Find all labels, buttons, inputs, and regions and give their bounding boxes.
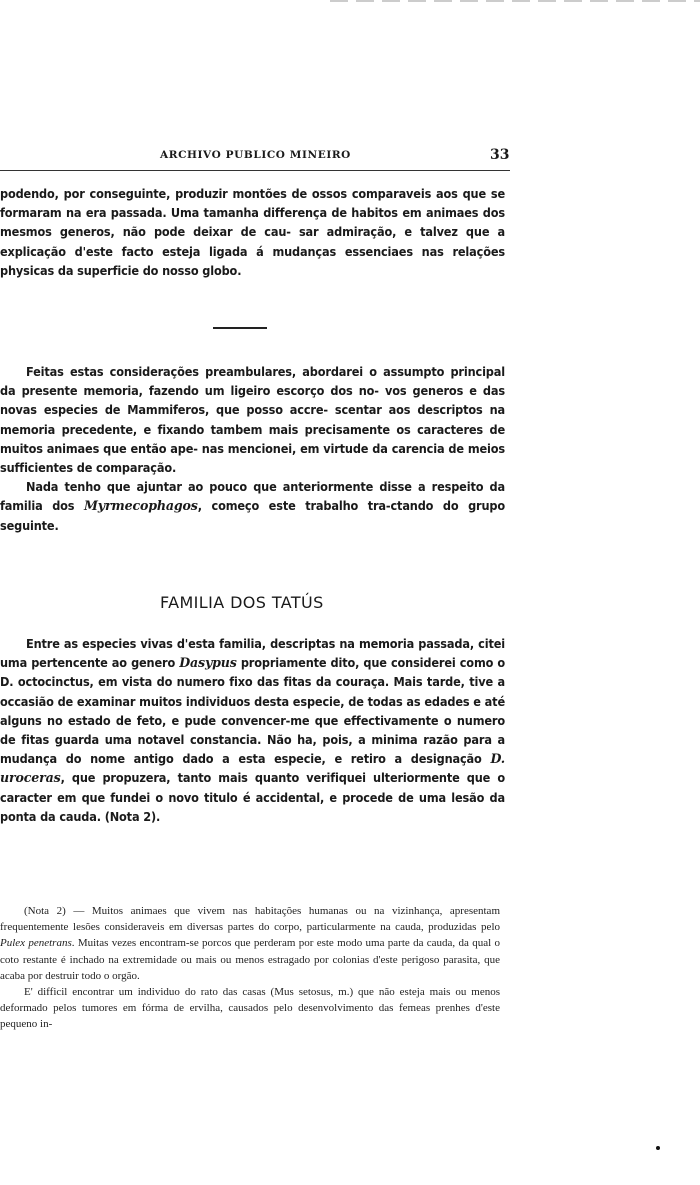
page-number: 33 xyxy=(490,147,510,163)
genus-dasypus: Dasypus xyxy=(179,655,237,671)
footnote-paragraph-1 xyxy=(0,903,500,984)
paragraph-myrmecophagos-start: Nada tenho que ajuntar ao pouco que anteriormente disse a respeito da familia dos xyxy=(0,479,505,514)
footnote-text-2: . Muitas vezes encontram-se porcos que perderam por este modo uma parte da cauda, da qual o coto restante é inchado na extremidade ou mais ou menos estragado por colonias d'este perigoso parasita, que acaba por destruir todo o orgão. xyxy=(0,937,500,982)
footnote-text-1: — Muitos animaes que vivem nas habitações humanas ou na vizinhança, apresentam frequentemente lesões consideraveis em diversas partes do corpo, particularmente na cauda, produzidas pelo xyxy=(0,905,500,934)
paragraph-considerations: Feitas estas considerações preambulares, abordarei o assumpto principal da presente memoria, fazendo um ligeiro escorço dos no- vos generos e das novas especies de Mammiferos, que posso accre- scentar aos descriptos na memoria precedente, e fixando tambem mais precisamente os caracteres de muitos animaes que então ape- nas mencionei, em virtude da carencia de meios sufficientes de comparação. xyxy=(0,364,505,476)
intro-paragraph xyxy=(0,184,505,280)
genus-myrmecophagos: Myrmecophagos xyxy=(83,498,198,514)
paragraph-myrmecophagos xyxy=(0,477,505,535)
body-paragraphs xyxy=(0,362,505,535)
paragraph-myrmecophagos-end: , começo este trabalho tra-ctando do grupo seguinte. xyxy=(0,498,506,533)
species-uroceras: D. uroceras xyxy=(0,751,505,786)
header-rule xyxy=(0,170,510,171)
top-edge-rule xyxy=(330,0,700,2)
footnote-paragraph-2: E' difficil encontrar um individuo do rato das casas (Mus setosus, m.) que não esteja mais ou menos deformado pelos tumores em fórma de ervilha, causados pelo desenvolvimento das femeas prenhes d'este pequeno in- xyxy=(0,986,500,1031)
paragraph-dasypus-part2: propriamente dito, que considerei como o D. octocinctus, em vista do numero fixo das fitas da couraça. Mais tarde, tive a occasião de examinar muitos individuos desta especie, de todas as edades e até alguns no estado de feto, e pude convencer-me que effectivamente o numero de fitas guarda uma notavel constancia. Não ha, pois, a minima razão para a mudança do nome antigo dado a esta especie, e retiro a designação xyxy=(0,655,505,767)
paragraph-dasypus-part1: Entre as especies vivas d'esta familia, descriptas na memoria passada, citei uma pertencente ao genero xyxy=(0,636,505,671)
paragraph-dasypus-part3: , que propuzera, tanto mais quanto verifiquei ulteriormente que o caracter em que fundei o novo titulo é accidental, e procede de uma lesão da ponta da cauda. (Nota 2). xyxy=(0,770,505,824)
paragraph-dasypus xyxy=(0,634,505,826)
footnote-block xyxy=(0,903,500,1033)
species-pulex: Pulex penetrans xyxy=(0,937,72,950)
ink-speck xyxy=(656,1146,660,1150)
section-heading: FAMILIA DOS TATÚS xyxy=(160,593,324,612)
running-title: ARCHIVO PUBLICO MINEIRO xyxy=(160,149,351,161)
intro-text: podendo, por conseguinte, produzir montões de ossos comparaveis aos que se formaram na era passada. Uma tamanha differença de habitos em animaes dos mesmos generos, não pode deixar de cau- sar admiração, e talvez que a explicação d'este facto esteja ligada á mudanças essenciaes nas relações physicas da superficie do nosso globo. xyxy=(0,186,505,278)
section-separator xyxy=(213,327,267,329)
tatus-paragraph xyxy=(0,634,505,826)
footnote-label: (Nota 2) xyxy=(24,905,66,917)
running-header xyxy=(0,147,510,167)
